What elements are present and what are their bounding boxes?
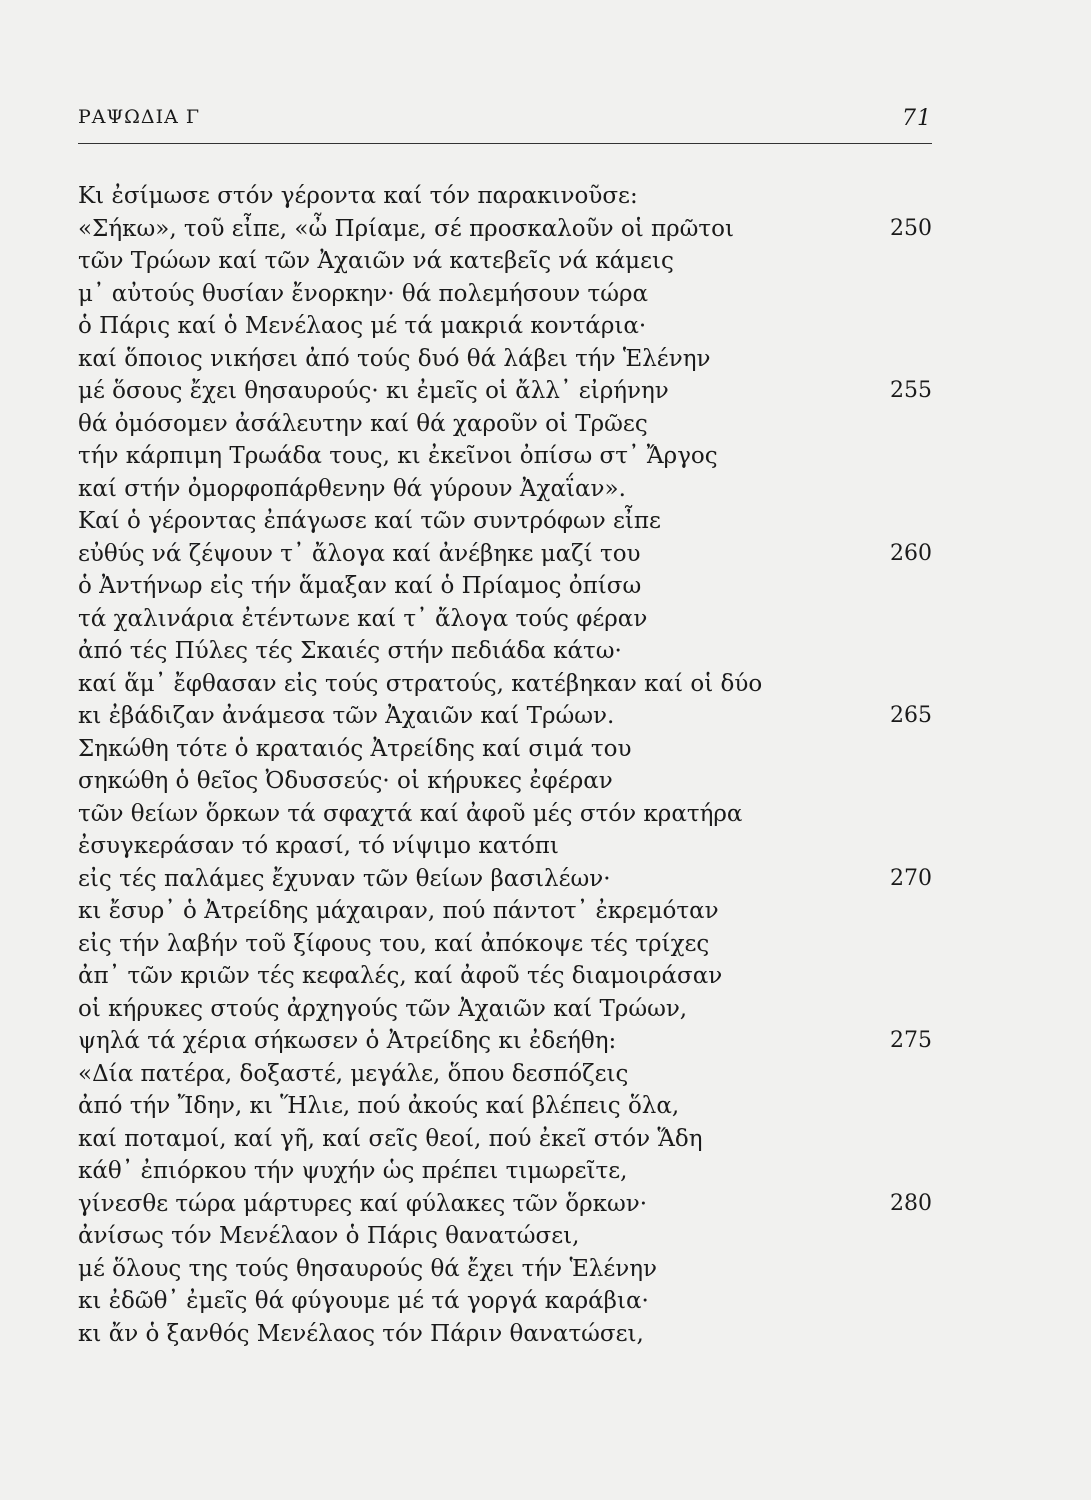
verse-line (78, 1058, 932, 1091)
verse-text: ὁ Πάρις καί ὁ Μενέλαος μέ τά μακριά κοντάρια· (78, 313, 647, 339)
verse-text: «Σήκω», τοῦ εἶπε, «ὦ Πρίαμε, σέ προσκαλοῦν οἱ πρῶτοι (78, 215, 735, 242)
verse-line (78, 245, 932, 278)
verse-line (78, 408, 932, 441)
verse-line (78, 830, 932, 863)
verse-text: ψηλά τά χέρια σήκωσεν ὁ Ἀτρείδης κι ἐδεήθη: (78, 1028, 617, 1054)
verse-text: κάθ᾽ ἐπιόρκου τήν ψυχήν ὡς πρέπει τιμωρεῖτε, (78, 1158, 628, 1184)
verse-text: μέ ὅσους ἔχει θησαυρούς· κι ἐμεῖς οἱ ἄλλ᾽ εἰρήνην (78, 378, 669, 404)
verse-text: ὁ Ἀντήνωρ εἰς τήν ἅμαξαν καί ὁ Πρίαμος ὀπίσω (78, 573, 642, 599)
verse-text: κι ἄν ὁ ξανθός Μενέλαος τόν Πάριν θανατώσει, (78, 1320, 644, 1347)
verse-text: καί ἅμ᾽ ἔφθασαν εἰς τούς στρατούς, κατέβηκαν καί οἱ δύο (78, 670, 763, 697)
verse-text: τήν κάρπιμη Τρωάδα τους, κι ἐκεῖνοι ὀπίσω στ᾽ Ἄργος (78, 443, 718, 469)
verse-text: οἱ κήρυκες στούς ἀρχηγούς τῶν Ἀχαιῶν καί Τρώων, (78, 995, 688, 1022)
verse-line (78, 570, 932, 603)
verse-line (78, 635, 932, 668)
line-number: 265 (890, 703, 932, 728)
verse-text: τά χαλινάρια ἐτέντωνε καί τ᾽ ἄλογα τούς φέραν (78, 605, 648, 632)
verse-text: Καί ὁ γέροντας ἐπάγωσε καί τῶν συντρόφων εἶπε (78, 508, 661, 534)
line-number: 260 (890, 540, 932, 566)
verse-line (78, 603, 932, 636)
line-number: 280 (890, 1190, 932, 1216)
verse-line (78, 798, 932, 831)
verse-line (78, 863, 932, 896)
verse-text: Σηκώθη τότε ὁ κραταιός Ἀτρείδης καί σιμά του (78, 735, 632, 762)
page-number: 71 (902, 106, 932, 131)
verse-text: καί ποταμοί, καί γῆ, καί σεῖς θεοί, πού ἐκεῖ στόν Ἅδη (78, 1125, 703, 1152)
running-head (78, 106, 932, 138)
verse-text: ἐσυγκεράσαν τό κρασί, τό νίψιμο κατόπι (78, 833, 559, 859)
verse-text: καί στήν ὀμορφοπάρθενην θά γύρουν Ἀχαΐαν». (78, 475, 626, 502)
line-number: 270 (890, 865, 932, 891)
verse-line (78, 1318, 932, 1351)
verse-line (78, 928, 932, 961)
verse-line (78, 1188, 932, 1221)
verse-text: γίνεσθε τώρα μάρτυρες καί φύλακες τῶν ὅρκων· (78, 1190, 648, 1217)
header-rule (78, 143, 932, 144)
verse-line (78, 765, 932, 798)
verse-text: μ᾽ αὐτούς θυσίαν ἔνορκην· θά πολεμήσουν τώρα (78, 280, 649, 307)
verse-line (78, 538, 932, 571)
verse-text: εὐθύς νά ζέψουν τ᾽ ἄλογα καί ἀνέβηκε μαζί του (78, 540, 641, 567)
verse-line (78, 1220, 932, 1253)
verse-text: ἀπό τές Πύλες τές Σκαιές στήν πεδιάδα κάτω· (78, 638, 622, 664)
verse-text: κι ἔσυρ᾽ ὁ Ἀτρείδης μάχαιραν, πού πάντοτ᾽ ἐκρεμόταν (78, 898, 719, 924)
verse-text: κι ἐδῶθ᾽ ἐμεῖς θά φύγουμε μέ τά γοργά καράβια· (78, 1288, 649, 1314)
running-title: ΡΑΨΩΔΙΑ Γ (78, 106, 201, 128)
verse-line (78, 1025, 932, 1058)
verse-line (78, 310, 932, 343)
verse-text: καί ὅποιος νικήσει ἀπό τούς δυό θά λάβει τήν Ἑλένην (78, 345, 711, 372)
verse-line (78, 993, 932, 1026)
verse-line (78, 733, 932, 766)
verse-text: μέ ὅλους της τούς θησαυρούς θά ἔχει τήν Ἑλένην (78, 1255, 658, 1282)
verse-line (78, 960, 932, 993)
verse-text: ἀνίσως τόν Μενέλαον ὁ Πάρις θανατώσει, (78, 1223, 580, 1249)
verse-text: εἰς τήν λαβήν τοῦ ξίφους του, καί ἀπόκοψε τές τρίχες (78, 930, 710, 957)
verse-line (78, 1285, 932, 1318)
verse-line (78, 278, 932, 311)
verse-text: ἀπ᾽ τῶν κριῶν τές κεφαλές, καί ἀφοῦ τές διαμοιράσαν (78, 963, 723, 989)
verse-text: τῶν θείων ὅρκων τά σφαχτά καί ἀφοῦ μές στόν κρατήρα (78, 800, 743, 827)
verse-line (78, 343, 932, 376)
verse-line (78, 1090, 932, 1123)
verse-text: εἰς τές παλάμες ἔχυναν τῶν θείων βασιλέων· (78, 865, 611, 892)
verse-block (78, 180, 932, 1350)
verse-line (78, 700, 932, 733)
verse-text: σηκώθη ὁ θεῖος Ὀδυσσεύς· οἱ κήρυκες ἐφέραν (78, 768, 613, 794)
line-number: 255 (890, 378, 932, 403)
verse-line (78, 895, 932, 928)
verse-line (78, 473, 932, 506)
verse-text: θά ὀμόσομεν ἀσάλευτην καί θά χαροῦν οἱ Τρῶες (78, 410, 648, 437)
verse-line (78, 213, 932, 246)
verse-line (78, 440, 932, 473)
verse-line (78, 1123, 932, 1156)
verse-line (78, 1155, 932, 1188)
verse-line (78, 505, 932, 538)
line-number: 250 (890, 215, 932, 241)
verse-text: κι ἐβάδιζαν ἀνάμεσα τῶν Ἀχαιῶν καί Τρώων. (78, 703, 615, 729)
verse-line (78, 180, 932, 213)
verse-line (78, 1253, 932, 1286)
verse-text: τῶν Τρώων καί τῶν Ἀχαιῶν νά κατεβεῖς νά κάμεις (78, 248, 674, 274)
verse-text: Κι ἐσίμωσε στόν γέροντα καί τόν παρακινοῦσε: (78, 183, 638, 209)
verse-text: ἀπό τήν Ἴδην, κι Ἥλιε, πού ἀκούς καί βλέπεις ὅλα, (78, 1093, 680, 1119)
verse-text: «Δία πατέρα, δοξαστέ, μεγάλε, ὅπου δεσπόζεις (78, 1060, 629, 1087)
line-number: 275 (890, 1028, 932, 1053)
verse-line (78, 375, 932, 408)
verse-line (78, 668, 932, 701)
